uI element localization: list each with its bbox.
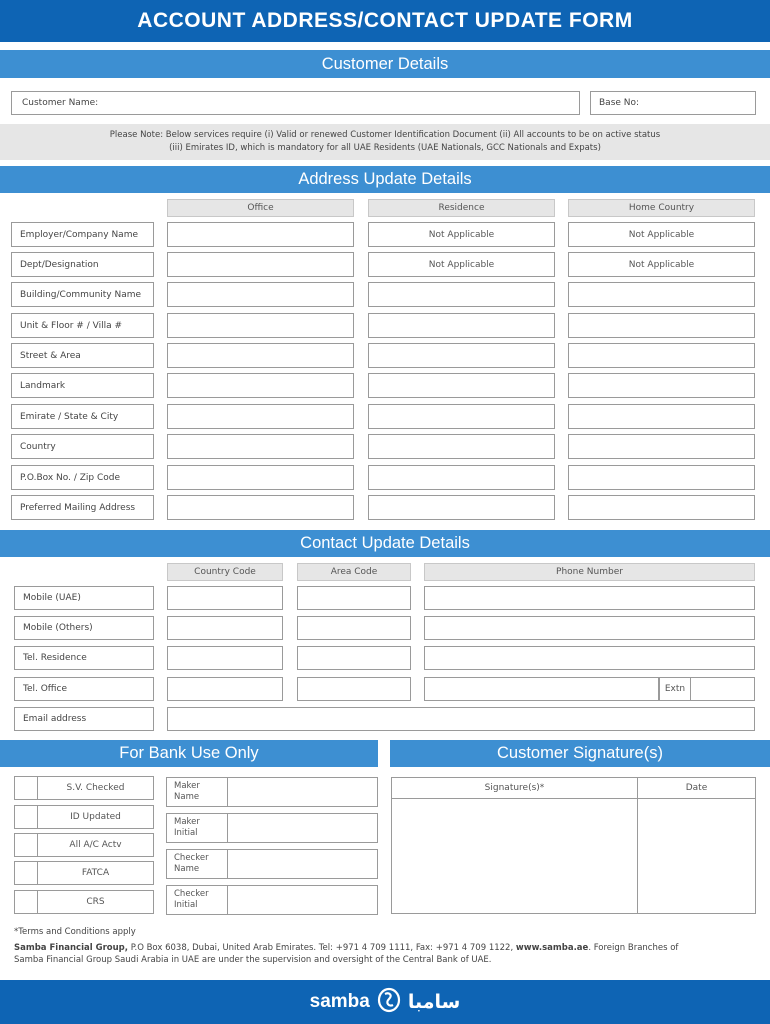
address-residence-unit-floor-villa-input[interactable]	[368, 313, 555, 338]
address-row-label-text: Dept/Designation	[20, 259, 99, 270]
address-office-unit-floor-villa-input[interactable]	[167, 313, 354, 338]
terms-note: *Terms and Conditions apply	[14, 927, 136, 937]
address-home-p-o-box-no-zip-code-input[interactable]	[568, 465, 755, 490]
check-label-crs: CRS	[37, 890, 154, 914]
address-residence-preferred-mailing-address-input[interactable]	[368, 495, 555, 520]
contact-tel-residence-phone-input[interactable]	[424, 646, 755, 670]
role-label-1	[166, 813, 228, 843]
address-col-residence: Residence	[368, 199, 555, 217]
role-label-3	[166, 885, 228, 915]
email-label-cell	[14, 707, 154, 731]
checkbox-fatca[interactable]	[14, 861, 38, 885]
address-row-label-dept-designation	[11, 252, 154, 277]
check-label-fatca: FATCA	[37, 861, 154, 885]
role-label-line1: Checker	[174, 889, 209, 899]
not-applicable-text: Not Applicable	[628, 259, 695, 270]
contact-row-label-tel-residence	[14, 646, 154, 670]
address-home-landmark-input[interactable]	[568, 373, 755, 398]
address-home-unit-floor-villa-input[interactable]	[568, 313, 755, 338]
address-home-country-input[interactable]	[568, 434, 755, 459]
not-applicable-text: Not Applicable	[428, 259, 495, 270]
date-label: Date	[637, 777, 756, 799]
form-title: ACCOUNT ADDRESS/CONTACT UPDATE FORM	[0, 0, 770, 42]
address-home-building-community-name-input[interactable]	[568, 282, 755, 307]
address-row-label-emirate-state-city	[11, 404, 154, 429]
address-row-label-p-o-box-no-zip-code	[11, 465, 154, 490]
address-residence-landmark-input[interactable]	[368, 373, 555, 398]
address-row-label-country	[11, 434, 154, 459]
address-office-p-o-box-no-zip-code-input[interactable]	[167, 465, 354, 490]
role-input-3[interactable]	[227, 885, 378, 915]
address-home-emirate-state-city-input[interactable]	[568, 404, 755, 429]
role-label-line2: Name	[174, 792, 200, 802]
check-label-id-updated: ID Updated	[37, 805, 154, 829]
address-heading: Address Update Details	[0, 166, 770, 193]
address-office-building-community-name-input[interactable]	[167, 282, 354, 307]
address-residence-p-o-box-no-zip-code-input[interactable]	[368, 465, 555, 490]
address-col-home-country: Home Country	[568, 199, 755, 217]
company-info-tail: . Foreign Branches of	[588, 943, 679, 953]
email-label: Email address	[23, 714, 87, 724]
company-info-line-2: Samba Financial Group Saudi Arabia in UAE are under the supervision and oversight of the Central Bank of UAE.	[14, 955, 492, 965]
address-row-label-text: Landmark	[20, 380, 66, 391]
address-row-label-text: Country	[20, 441, 56, 452]
role-label-2	[166, 849, 228, 879]
address-row-label-text: Street & Area	[20, 350, 81, 361]
address-row-label-text: Preferred Mailing Address	[20, 502, 136, 513]
customer-name-label: Customer Name:	[22, 98, 99, 108]
address-home-employer-company-name-input[interactable]	[568, 222, 755, 247]
contact-tel-office-area-code-input[interactable]	[297, 677, 411, 701]
check-label-s-v-checked: S.V. Checked	[37, 776, 154, 800]
contact-row-label-mobile-others	[14, 616, 154, 640]
role-input-2[interactable]	[227, 849, 378, 879]
contact-row-label-text: Tel. Office	[23, 684, 67, 694]
customer-name-field[interactable]	[11, 91, 580, 115]
address-office-dept-designation-input[interactable]	[167, 252, 354, 277]
contact-row-label-text: Tel. Residence	[23, 653, 87, 663]
email-input[interactable]	[167, 707, 755, 731]
address-home-preferred-mailing-address-input[interactable]	[568, 495, 755, 520]
contact-tel-residence-country-code-input[interactable]	[167, 646, 283, 670]
address-residence-employer-company-name-input[interactable]	[368, 222, 555, 247]
samba-logo-arabic: سامبا	[407, 991, 461, 1013]
address-office-country-input[interactable]	[167, 434, 354, 459]
company-name: Samba Financial Group,	[14, 943, 128, 953]
address-office-landmark-input[interactable]	[167, 373, 354, 398]
company-address: P.O Box 6038, Dubai, United Arab Emirates. Tel: +971 4 709 1111, Fax: +971 4 709 1122,	[128, 943, 516, 953]
footer-logo-bar	[0, 980, 770, 1024]
address-row-label-text: Emirate / State & City	[20, 411, 119, 422]
checkbox-crs[interactable]	[14, 890, 38, 914]
extn-label: Extn	[659, 677, 691, 701]
address-office-preferred-mailing-address-input[interactable]	[167, 495, 354, 520]
address-office-emirate-state-city-input[interactable]	[167, 404, 354, 429]
contact-mobile-uae-country-code-input[interactable]	[167, 586, 283, 610]
role-label-line2: Name	[174, 864, 200, 874]
service-note	[0, 124, 770, 160]
address-office-street-area-input[interactable]	[167, 343, 354, 368]
contact-row-label-mobile-uae	[14, 586, 154, 610]
note-line-2: (iii) Emirates ID, which is mandatory for all UAE Residents (UAE Nationals, GCC Nationals and Expats)	[169, 142, 601, 153]
address-row-label-building-community-name	[11, 282, 154, 307]
address-office-employer-company-name-input[interactable]	[167, 222, 354, 247]
contact-col-phone-number: Phone Number	[424, 563, 755, 581]
address-row-label-text: P.O.Box No. / Zip Code	[20, 472, 121, 483]
signature-heading: Customer Signature(s)	[390, 740, 770, 767]
contact-tel-office-phone-input[interactable]	[424, 677, 659, 701]
contact-tel-office-country-code-input[interactable]	[167, 677, 283, 701]
contact-row-label-text: Mobile (Others)	[23, 623, 93, 633]
company-info-line-1	[14, 942, 759, 954]
base-no-field[interactable]	[590, 91, 756, 115]
contact-mobile-others-country-code-input[interactable]	[167, 616, 283, 640]
address-row-label-text: Employer/Company Name	[20, 229, 138, 240]
company-website[interactable]: www.samba.ae	[515, 943, 589, 953]
contact-heading: Contact Update Details	[0, 530, 770, 557]
customer-details-heading: Customer Details	[0, 50, 770, 78]
role-input-1[interactable]	[227, 813, 378, 843]
extn-input[interactable]	[690, 677, 755, 701]
address-row-label-text: Building/Community Name	[20, 289, 142, 300]
checkbox-s-v-checked[interactable]	[14, 776, 38, 800]
address-row-label-unit-floor-villa	[11, 313, 154, 338]
address-residence-street-area-input[interactable]	[368, 343, 555, 368]
contact-row-label-text: Mobile (UAE)	[23, 593, 81, 603]
company-info	[14, 942, 759, 966]
samba-logo-text: samba	[309, 991, 370, 1012]
address-row-label-street-area	[11, 343, 154, 368]
role-label-0	[166, 777, 228, 807]
samba-emblem-icon	[377, 987, 401, 1017]
address-residence-dept-designation-input[interactable]	[368, 252, 555, 277]
address-row-label-landmark	[11, 373, 154, 398]
contact-col-country-code: Country Code	[167, 563, 283, 581]
contact-mobile-others-phone-input[interactable]	[424, 616, 755, 640]
base-no-label: Base No:	[599, 98, 640, 108]
role-label-line1: Checker	[174, 853, 209, 863]
address-residence-country-input[interactable]	[368, 434, 555, 459]
not-applicable-text: Not Applicable	[428, 229, 495, 240]
contact-tel-residence-area-code-input[interactable]	[297, 646, 411, 670]
address-home-street-area-input[interactable]	[568, 343, 755, 368]
not-applicable-text: Not Applicable	[628, 229, 695, 240]
role-label-line2: Initial	[174, 828, 198, 838]
signature-label: Signature(s)*	[391, 777, 638, 799]
contact-row-label-tel-office	[14, 677, 154, 701]
contact-mobile-others-area-code-input[interactable]	[297, 616, 411, 640]
address-home-dept-designation-input[interactable]	[568, 252, 755, 277]
role-input-0[interactable]	[227, 777, 378, 807]
contact-mobile-uae-phone-input[interactable]	[424, 586, 755, 610]
bank-use-heading: For Bank Use Only	[0, 740, 378, 767]
check-label-all-a-c-actv: All A/C Actv	[37, 833, 154, 857]
address-row-label-preferred-mailing-address	[11, 495, 154, 520]
role-label-line1: Maker	[174, 817, 200, 827]
note-line-1: Please Note: Below services require (i) Valid or renewed Customer Identification Document (ii) All accounts to be on active status	[109, 130, 661, 140]
address-row-label-text: Unit & Floor # / Villa #	[20, 320, 122, 331]
checkbox-id-updated[interactable]	[14, 805, 38, 829]
address-col-office: Office	[167, 199, 354, 217]
role-label-line2: Initial	[174, 900, 198, 910]
role-label-line1: Maker	[174, 781, 200, 791]
contact-mobile-uae-area-code-input[interactable]	[297, 586, 411, 610]
checkbox-all-a-c-actv[interactable]	[14, 833, 38, 857]
contact-col-area-code: Area Code	[297, 563, 411, 581]
address-row-label-employer-company-name	[11, 222, 154, 247]
address-residence-building-community-name-input[interactable]	[368, 282, 555, 307]
address-residence-emirate-state-city-input[interactable]	[368, 404, 555, 429]
